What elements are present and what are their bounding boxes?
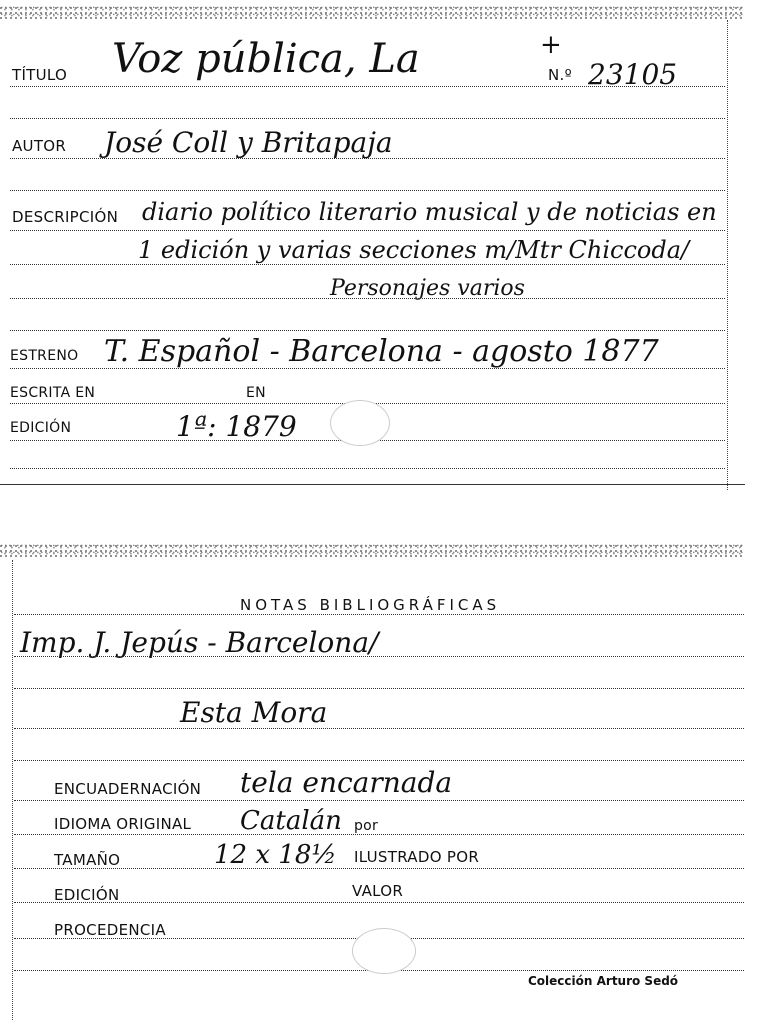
card-bottom-edge bbox=[0, 484, 745, 485]
tamano-value: 12 x 18½ bbox=[214, 840, 337, 870]
estreno-value: T. Español - Barcelona - agosto 1877 bbox=[104, 334, 659, 369]
autor-label: AUTOR bbox=[12, 137, 67, 155]
estreno-rule bbox=[10, 368, 725, 369]
tamano-rule bbox=[14, 868, 744, 869]
edicion-value: 1ª: 1879 bbox=[176, 410, 297, 443]
notas-rule-3 bbox=[14, 728, 744, 729]
titulo-label: TÍTULO bbox=[12, 66, 68, 84]
idioma-label: IDIOMA ORIGINAL bbox=[54, 815, 192, 833]
autor-value: José Coll y Britapaja bbox=[104, 126, 393, 159]
idioma-rule bbox=[14, 834, 744, 835]
notas-rule-1 bbox=[14, 656, 744, 657]
collection-credit: Colección Arturo Sedó bbox=[528, 974, 679, 988]
en-label: EN bbox=[246, 385, 266, 401]
descripcion-rule-4 bbox=[10, 330, 725, 331]
encuadernacion-value: tela encarnada bbox=[240, 766, 453, 799]
notas-rule-2 bbox=[14, 688, 744, 689]
encuadernacion-label: ENCUADERNACIÓN bbox=[54, 780, 202, 798]
encuadernacion-rule bbox=[14, 800, 744, 801]
titulo-value: Voz pública, La bbox=[112, 36, 420, 82]
punch-hole bbox=[330, 400, 390, 446]
scan-noise-strip bbox=[0, 6, 745, 20]
edicion-rule-2 bbox=[10, 468, 725, 469]
notas-rule-4 bbox=[14, 760, 744, 761]
scan-noise-strip-2 bbox=[0, 544, 745, 558]
numero-label: N.º bbox=[548, 66, 572, 84]
titulo-rule-2 bbox=[10, 118, 725, 119]
numero-value: 23105 bbox=[588, 58, 678, 91]
autor-rule bbox=[10, 158, 725, 159]
cross-mark: + bbox=[540, 30, 562, 60]
por-label: por bbox=[354, 818, 379, 834]
card-left-border bbox=[12, 560, 14, 1020]
edicion-label: EDICIÓN bbox=[10, 420, 72, 436]
punch-hole-2 bbox=[352, 928, 416, 974]
descripcion-line1: diario político literario musical y de noticias en bbox=[142, 198, 717, 226]
escrita-en-label: ESCRITA EN bbox=[10, 385, 96, 401]
descripcion-label: DESCRIPCIÓN bbox=[12, 208, 119, 226]
edicion-bottom-label: EDICIÓN bbox=[54, 886, 120, 904]
procedencia-label: PROCEDENCIA bbox=[54, 921, 166, 939]
ilustrado-label: ILUSTRADO POR bbox=[354, 848, 480, 866]
descripcion-line2: 1 edición y varias secciones m/Mtr Chiccoda/ bbox=[138, 236, 690, 264]
descripcion-line3: Personajes varios bbox=[330, 276, 525, 301]
edicion-bottom-rule bbox=[14, 902, 744, 903]
card-right-border bbox=[727, 20, 729, 490]
estreno-label: ESTRENO bbox=[10, 348, 79, 364]
notes-line1: Imp. J. Jepús - Barcelona/ bbox=[20, 626, 379, 659]
valor-label: VALOR bbox=[352, 882, 404, 900]
notes-line2: Esta Mora bbox=[180, 696, 328, 729]
tamano-label: TAMAÑO bbox=[54, 851, 121, 869]
idioma-value: Catalán bbox=[240, 806, 342, 836]
catalog-card-front bbox=[0, 0, 745, 490]
descripcion-rule-1 bbox=[10, 230, 725, 231]
titulo-rule bbox=[10, 86, 725, 87]
descripcion-rule-3 bbox=[10, 298, 725, 299]
notas-rule-0 bbox=[14, 614, 744, 615]
notas-heading: NOTAS BIBLIOGRÁFICAS bbox=[240, 596, 501, 614]
autor-rule-2 bbox=[10, 190, 725, 191]
descripcion-rule-2 bbox=[10, 264, 725, 265]
